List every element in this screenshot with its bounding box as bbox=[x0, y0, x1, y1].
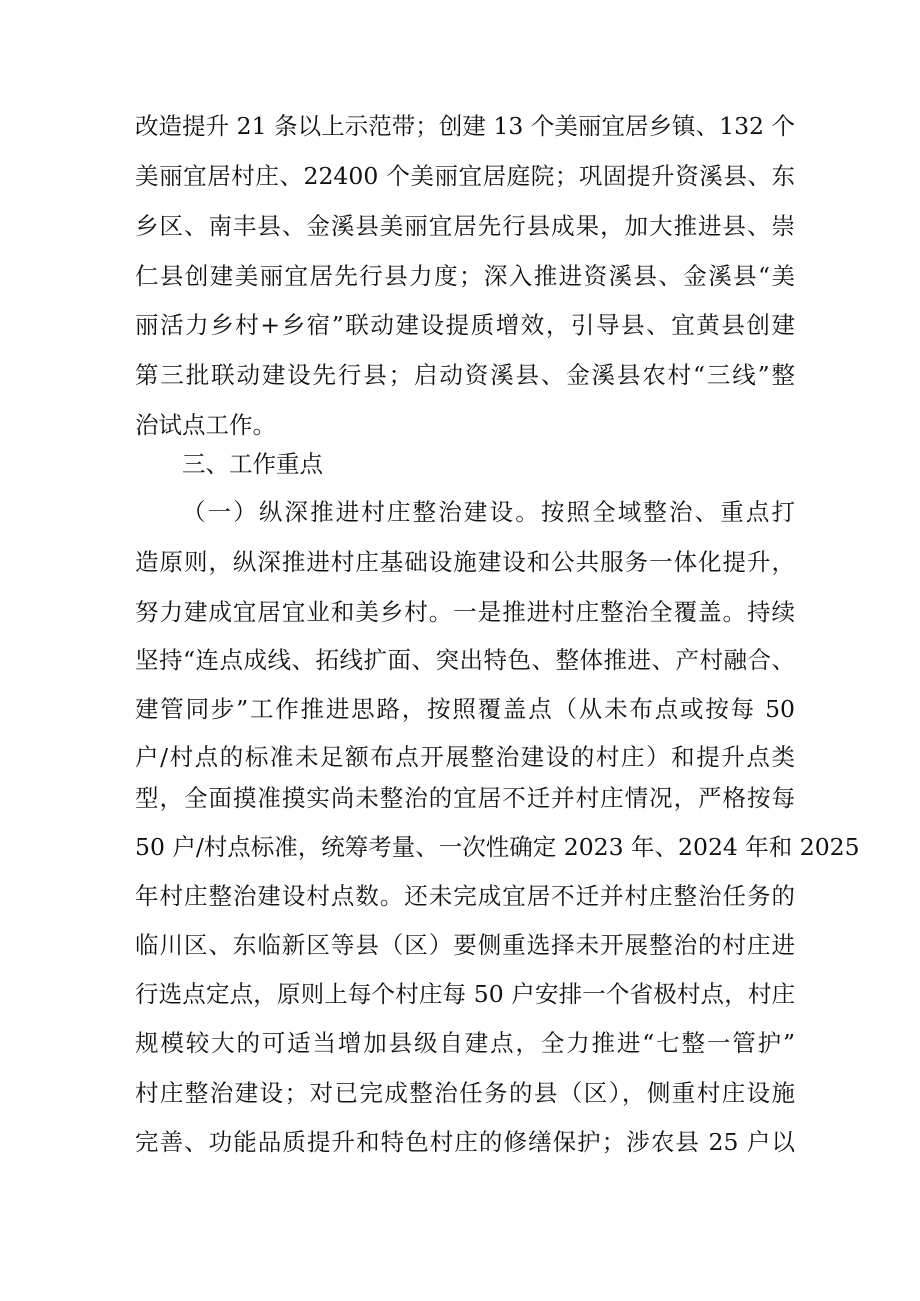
body-text-line: 规模较大的可适当增加县级自建点，全力推进“七整一管护” bbox=[135, 1029, 795, 1057]
body-text-line: 乡区、南丰县、金溪县美丽宜居先行县成果，加大推进县、崇 bbox=[135, 212, 795, 240]
body-text-line: 行选点定点，原则上每个村庄每 50 户安排一个省极村点，村庄 bbox=[135, 980, 795, 1008]
body-text-line: 坚持“连点成线、拓线扩面、突出特色、整体推进、产村融合、 bbox=[135, 646, 795, 674]
body-text-line: 型，全面摸准摸实尚未整治的宜居不迁并村庄情况，严格按每 bbox=[135, 784, 795, 812]
body-text-line: 临川区、东临新区等县（区）要侧重选择未开展整治的村庄进 bbox=[135, 931, 795, 959]
body-text-line: （一）纵深推进村庄整治建设。按照全域整治、重点打 bbox=[182, 498, 795, 526]
body-text-line: 户/村点的标准未足额布点开展整治建设的村庄）和提升点类 bbox=[135, 743, 795, 771]
body-text-line: 丽活力乡村+乡宿”联动建设提质增效，引导县、宜黄县创建 bbox=[135, 311, 795, 339]
body-text-line: 美丽宜居村庄、22400 个美丽宜居庭院；巩固提升资溪县、东 bbox=[135, 162, 795, 190]
body-text-line: 造原则，纵深推进村庄基础设施建设和公共服务一体化提升， bbox=[135, 548, 795, 576]
body-text-line: 50 户/村点标准，统筹考量、一次性确定 2023 年、2024 年和 2025 bbox=[135, 833, 860, 861]
body-text-line: 第三批联动建设先行县；启动资溪县、金溪县农村“三线”整 bbox=[135, 361, 795, 389]
section-heading: 三、工作重点 bbox=[182, 450, 323, 478]
body-text-line: 改造提升 21 条以上示范带；创建 13 个美丽宜居乡镇、132 个 bbox=[135, 112, 795, 140]
body-text-line: 完善、功能品质提升和特色村庄的修缮保护；涉农县 25 户以 bbox=[135, 1128, 795, 1156]
body-text-line: 年村庄整治建设村点数。还未完成宜居不迁并村庄整治任务的 bbox=[135, 882, 795, 910]
body-text-line: 仁县创建美丽宜居先行县力度；深入推进资溪县、金溪县“美 bbox=[135, 262, 795, 290]
body-text-line: 治试点工作。 bbox=[135, 411, 276, 439]
body-text-line: 村庄整治建设；对已完成整治任务的县（区），侧重村庄设施 bbox=[135, 1079, 795, 1107]
body-text-line: 努力建成宜居宜业和美乡村。一是推进村庄整治全覆盖。持续 bbox=[135, 598, 795, 626]
body-text-line: 建管同步”工作推进思路，按照覆盖点（从未布点或按每 50 bbox=[135, 695, 795, 723]
